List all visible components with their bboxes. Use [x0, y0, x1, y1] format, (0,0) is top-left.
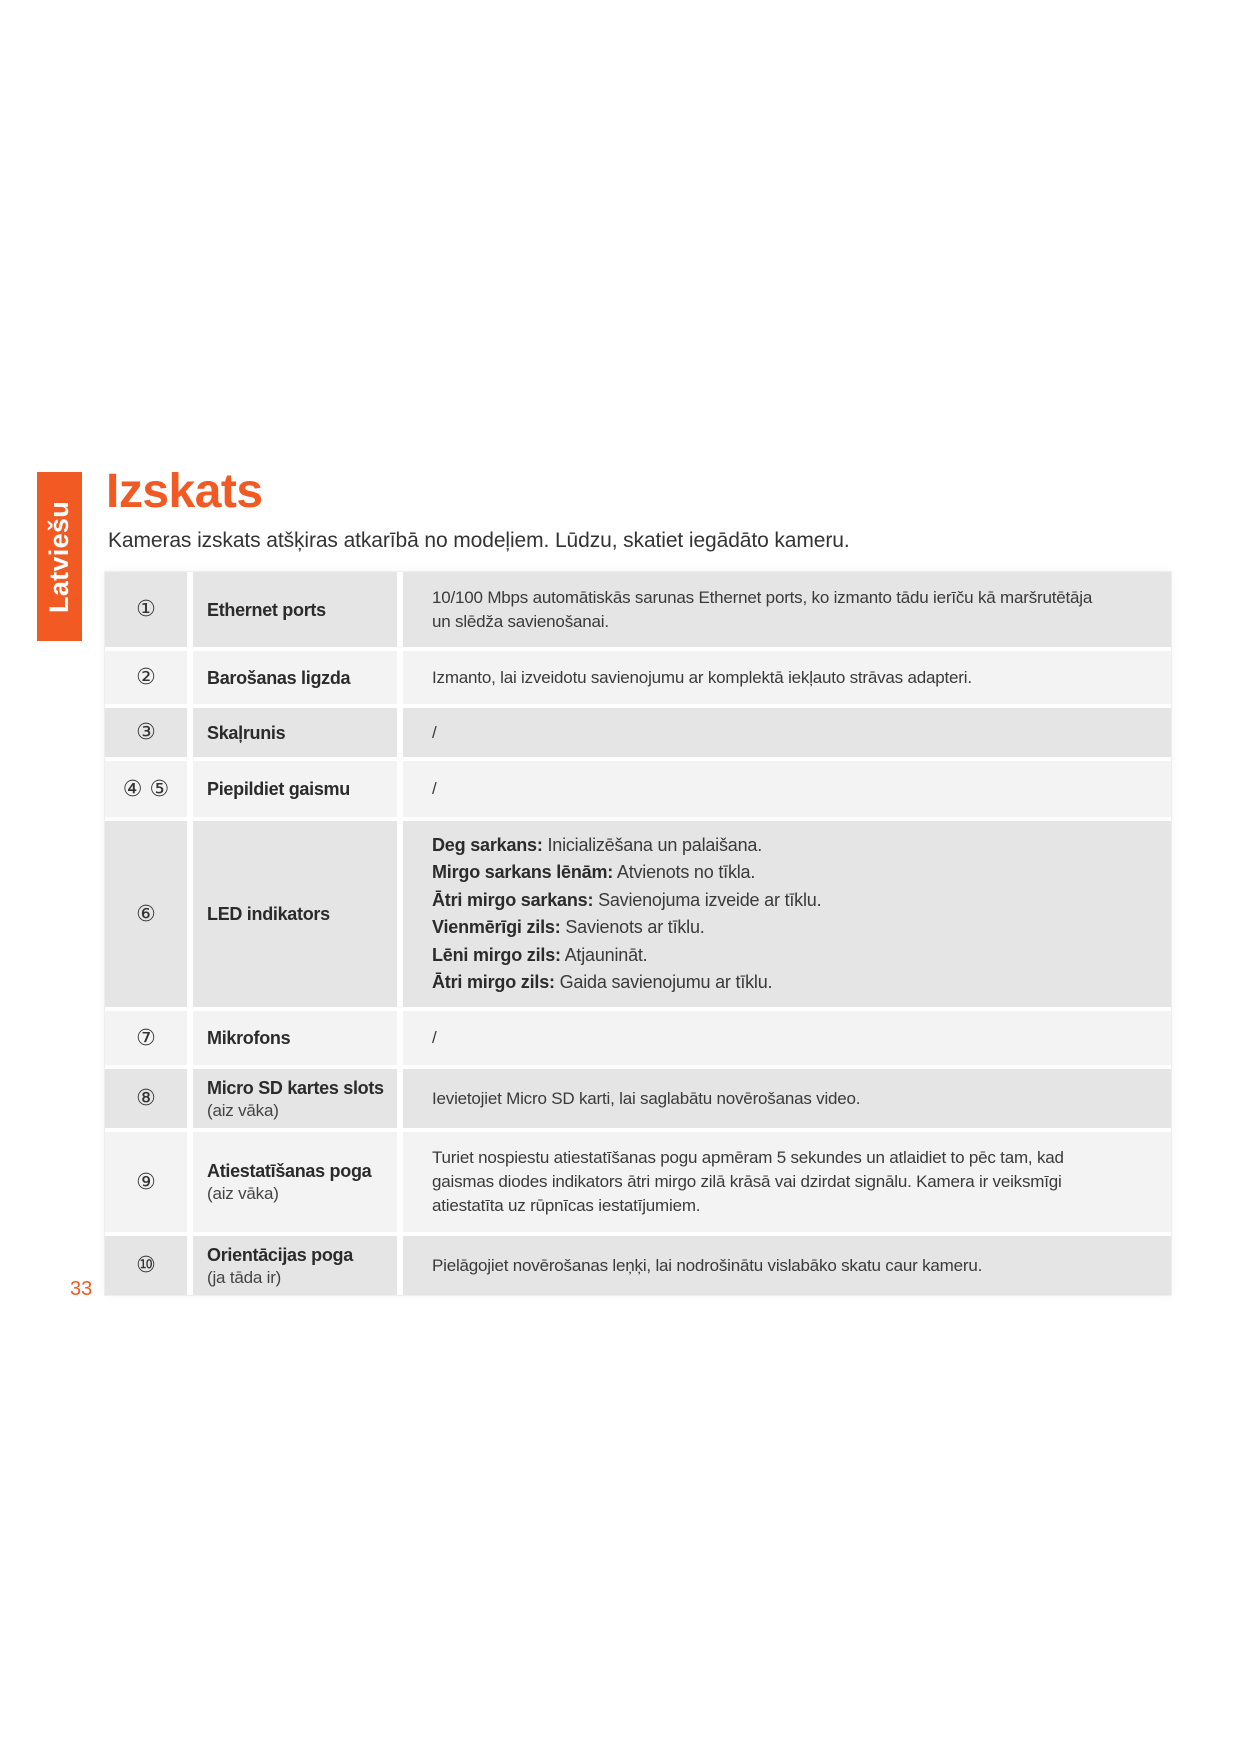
led-state-meaning: Inicializēšana un palaišana. — [547, 834, 763, 855]
led-state-label: Deg sarkans: — [432, 834, 543, 855]
led-state-line — [432, 914, 1131, 942]
led-state-meaning: Atjaunināt. — [564, 944, 648, 965]
component-name: Micro SD kartes slots — [207, 1077, 384, 1098]
component-note: (aiz vāka) — [207, 1100, 279, 1120]
component-name-cell — [193, 651, 397, 704]
page-number: 33 — [70, 1278, 93, 1300]
component-number: ⑧ — [136, 1086, 156, 1111]
component-name: LED indikators — [207, 904, 330, 924]
component-name-cell — [193, 572, 397, 647]
led-state-meaning: Gaida savienojumu ar tīklu. — [559, 972, 773, 992]
component-description-cell — [403, 708, 1171, 757]
component-name-cell — [193, 1236, 397, 1295]
led-state-label: Vienmērīgi zils: — [432, 917, 561, 937]
component-number-cell — [105, 821, 187, 1007]
led-state-label: Ātri mirgo zils: — [432, 972, 555, 992]
component-name-cell — [193, 761, 397, 817]
component-name-cell — [193, 1132, 397, 1232]
component-description: 10/100 Mbps automātiskās sarunas Ethernet ports, ko izmanto tādu ierīču kā maršrutētāja un slēdža savienošanai. — [432, 587, 1093, 631]
component-number-cell — [105, 651, 187, 704]
component-note: (aiz vāka) — [207, 1184, 279, 1203]
component-description: Pielāgojiet novērošanas leņķi, lai nodrošinātu vislabāko skatu caur kameru. — [432, 1255, 983, 1275]
component-number: ④ ⑤ — [122, 776, 170, 802]
table-row — [105, 1011, 1171, 1065]
component-name: Barošanas ligzda — [207, 667, 351, 688]
component-description: / — [432, 722, 437, 742]
component-name: Piepildiet gaismu — [207, 779, 350, 799]
led-state-line — [432, 942, 1131, 970]
component-name-cell — [193, 1011, 397, 1065]
table-row — [105, 1236, 1171, 1295]
component-name: Ethernet ports — [207, 599, 326, 620]
led-state-line — [432, 969, 1131, 997]
component-number: ⑦ — [136, 1025, 156, 1051]
component-number-cell — [105, 761, 187, 817]
component-number: ⑥ — [136, 901, 156, 927]
language-tab-label: Latviešu — [44, 500, 74, 613]
led-state-meaning: Atvienots no tīkla. — [616, 862, 756, 882]
component-description-cell — [403, 1069, 1171, 1128]
component-number: ② — [136, 665, 156, 690]
led-state-meaning: Savienots ar tīklu. — [565, 917, 705, 937]
component-description-cell — [403, 651, 1171, 704]
page-title: Izskats — [106, 465, 263, 518]
component-name-cell — [193, 708, 397, 757]
component-number-cell — [105, 1132, 187, 1232]
component-name-cell — [193, 821, 397, 1007]
table-row — [105, 821, 1171, 1007]
component-number: ③ — [136, 720, 156, 745]
component-name: Skaļrunis — [207, 722, 286, 743]
component-description: Ievietojiet Micro SD karti, lai saglabātu novērošanas video. — [432, 1088, 861, 1108]
table-row — [105, 761, 1171, 817]
components-table — [105, 572, 1171, 1295]
component-description: / — [432, 779, 437, 798]
led-state-line — [432, 832, 1131, 860]
component-description: / — [432, 1028, 437, 1047]
component-name-cell — [193, 1069, 397, 1128]
table-row — [105, 1132, 1171, 1232]
led-state-label: Mirgo sarkans lēnām: — [432, 862, 614, 882]
led-state-meaning: Savienojuma izveide ar tīklu. — [598, 889, 822, 910]
table-row — [105, 1069, 1171, 1128]
language-side-tab — [37, 472, 82, 641]
component-description-cell — [403, 1132, 1171, 1232]
component-number: ⑩ — [136, 1253, 156, 1278]
component-description-cell — [403, 1011, 1171, 1065]
component-number-cell — [105, 572, 187, 647]
component-number-cell — [105, 1236, 187, 1295]
table-row — [105, 708, 1171, 757]
component-description-cell — [403, 572, 1171, 647]
component-name: Mikrofons — [207, 1028, 291, 1048]
led-states-cell — [403, 821, 1171, 1007]
table-row — [105, 572, 1171, 647]
led-state-line — [432, 859, 1131, 887]
component-description-cell — [403, 1236, 1171, 1295]
component-name: Orientācijas poga — [207, 1244, 353, 1265]
component-number-cell — [105, 708, 187, 757]
led-state-label: Lēni mirgo zils: — [432, 944, 561, 965]
component-note: (ja tāda ir) — [207, 1267, 282, 1287]
component-number-cell — [105, 1011, 187, 1065]
page-subtitle: Kameras izskats atšķiras atkarībā no modeļiem. Lūdzu, skatiet iegādāto kameru. — [108, 529, 850, 552]
component-description: Izmanto, lai izveidotu savienojumu ar komplektā iekļauto strāvas adapteri. — [432, 667, 972, 687]
led-state-line — [432, 887, 1131, 915]
component-name: Atiestatīšanas poga — [207, 1161, 372, 1181]
component-number: ① — [136, 597, 156, 622]
component-description: Turiet nospiestu atiestatīšanas pogu apmēram 5 sekundes un atlaidiet to pēc tam, kad gaismas diodes indikators ātri mirgo zilā krāsā vai dzirdat signālu. Kamera ir veiksmīgi atiestatīta uz rūpnīcas iestatījumiem. — [432, 1148, 1064, 1215]
component-description-cell — [403, 761, 1171, 817]
table-row — [105, 651, 1171, 704]
component-number-cell — [105, 1069, 187, 1128]
component-number: ⑨ — [136, 1169, 156, 1195]
led-state-label: Ātri mirgo sarkans: — [432, 889, 594, 910]
